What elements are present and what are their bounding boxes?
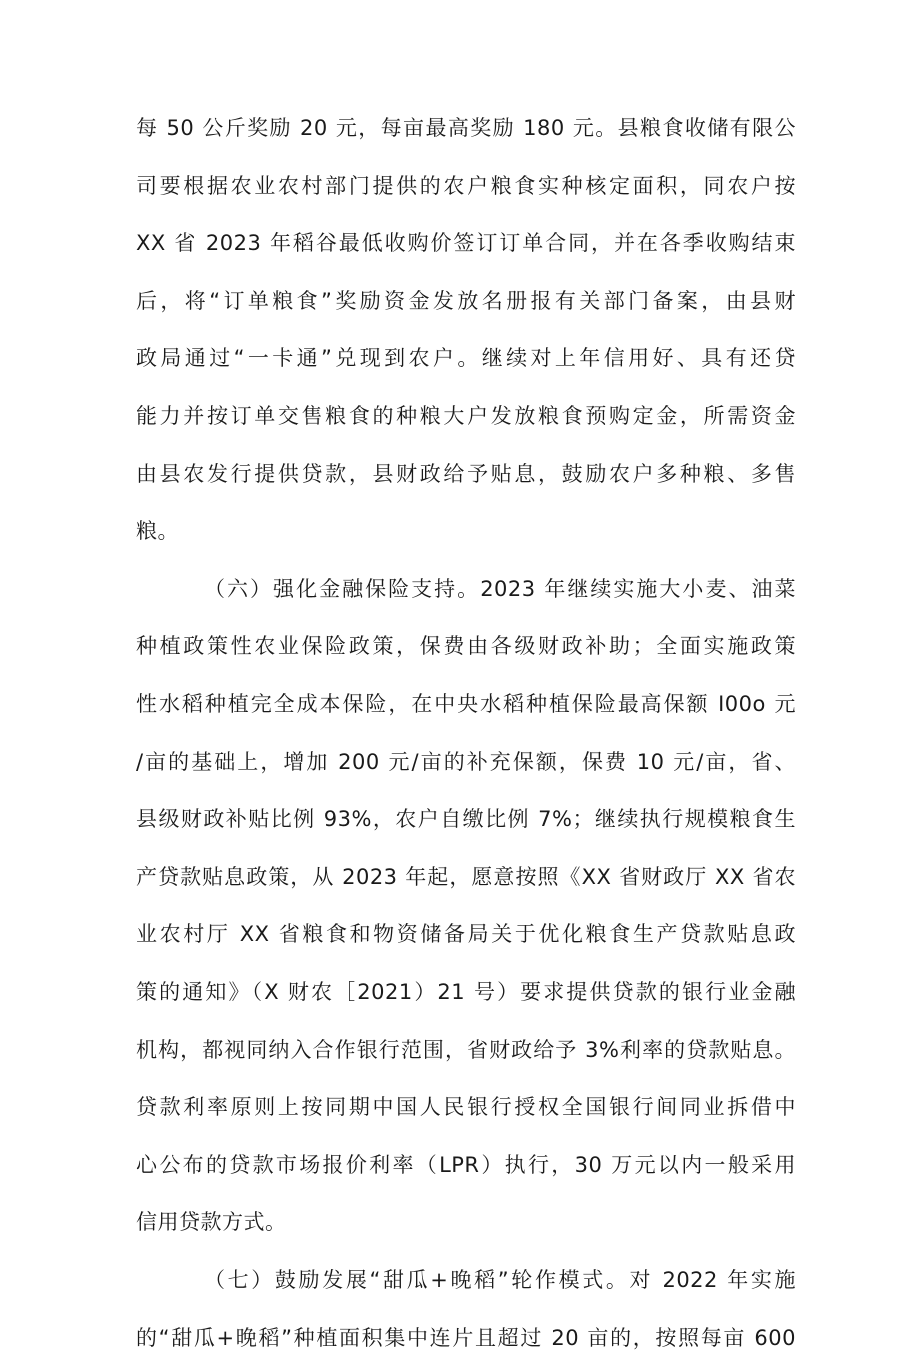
text-line-18: 贷款利率原则上按同期中国人民银行授权全国银行间同业拆借中 bbox=[136, 1095, 796, 1119]
text-line-12: /亩的基础上，增加 200 元/亩的补充保额，保费 10 元/亩，省、 bbox=[136, 750, 796, 774]
text-line-15: 业农村厅 XX 省粮食和物资储备局关于优化粮食生产贷款贴息政 bbox=[136, 922, 796, 946]
section-heading-6: （六）强化金融保险支持。2023 年继续实施大小麦、油菜 bbox=[204, 577, 796, 601]
text-line-17: 机构，都视同纳入合作银行范围，省财政给予 3%利率的贷款贴息。 bbox=[136, 1038, 796, 1062]
text-line-10: 种植政策性农业保险政策，保费由各级财政补助；全面实施政策 bbox=[136, 634, 796, 658]
text-line-20: 信用贷款方式。 bbox=[136, 1210, 287, 1234]
text-line-22: 的“甜瓜+晚稻”种植面积集中连片且超过 20 亩的，按照每亩 600 bbox=[136, 1326, 796, 1350]
text-line-14: 产贷款贴息政策，从 2023 年起，愿意按照《XX 省财政厅 XX 省农 bbox=[136, 865, 796, 889]
text-line-19: 心公布的贷款市场报价利率（LPR）执行，30 万元以内一般采用 bbox=[136, 1153, 796, 1177]
text-line-1: 每 50 公斤奖励 20 元，每亩最高奖励 180 元。县粮食收储有限公 bbox=[136, 116, 796, 140]
text-line-2: 司要根据农业农村部门提供的农户粮食实种核定面积，同农户按 bbox=[136, 174, 796, 198]
text-line-11: 性水稻种植完全成本保险，在中央水稻种植保险最高保额 I00o 元 bbox=[136, 692, 796, 716]
text-line-5: 政局通过“一卡通”兑现到农户。继续对上年信用好、具有还贷 bbox=[136, 346, 796, 370]
text-line-16: 策的通知》（X 财农［2021）21 号）要求提供贷款的银行业金融 bbox=[136, 980, 796, 1004]
text-line-13: 县级财政补贴比例 93%，农户自缴比例 7%；继续执行规模粮食生 bbox=[136, 807, 796, 831]
text-line-3: XX 省 2023 年稻谷最低收购价签订订单合同，并在各季收购结束 bbox=[136, 231, 796, 255]
text-line-4: 后，将“订单粮食”奖励资金发放名册报有关部门备案，由县财 bbox=[136, 289, 796, 313]
section-heading-7: （七）鼓励发展“甜瓜+晚稻”轮作模式。对 2022 年实施 bbox=[204, 1268, 796, 1292]
text-line-7: 由县农发行提供贷款，县财政给予贴息，鼓励农户多种粮、多售 bbox=[136, 462, 796, 486]
text-line-6: 能力并按订单交售粮食的种粮大户发放粮食预购定金，所需资金 bbox=[136, 404, 796, 428]
text-line-8: 粮。 bbox=[136, 519, 179, 543]
